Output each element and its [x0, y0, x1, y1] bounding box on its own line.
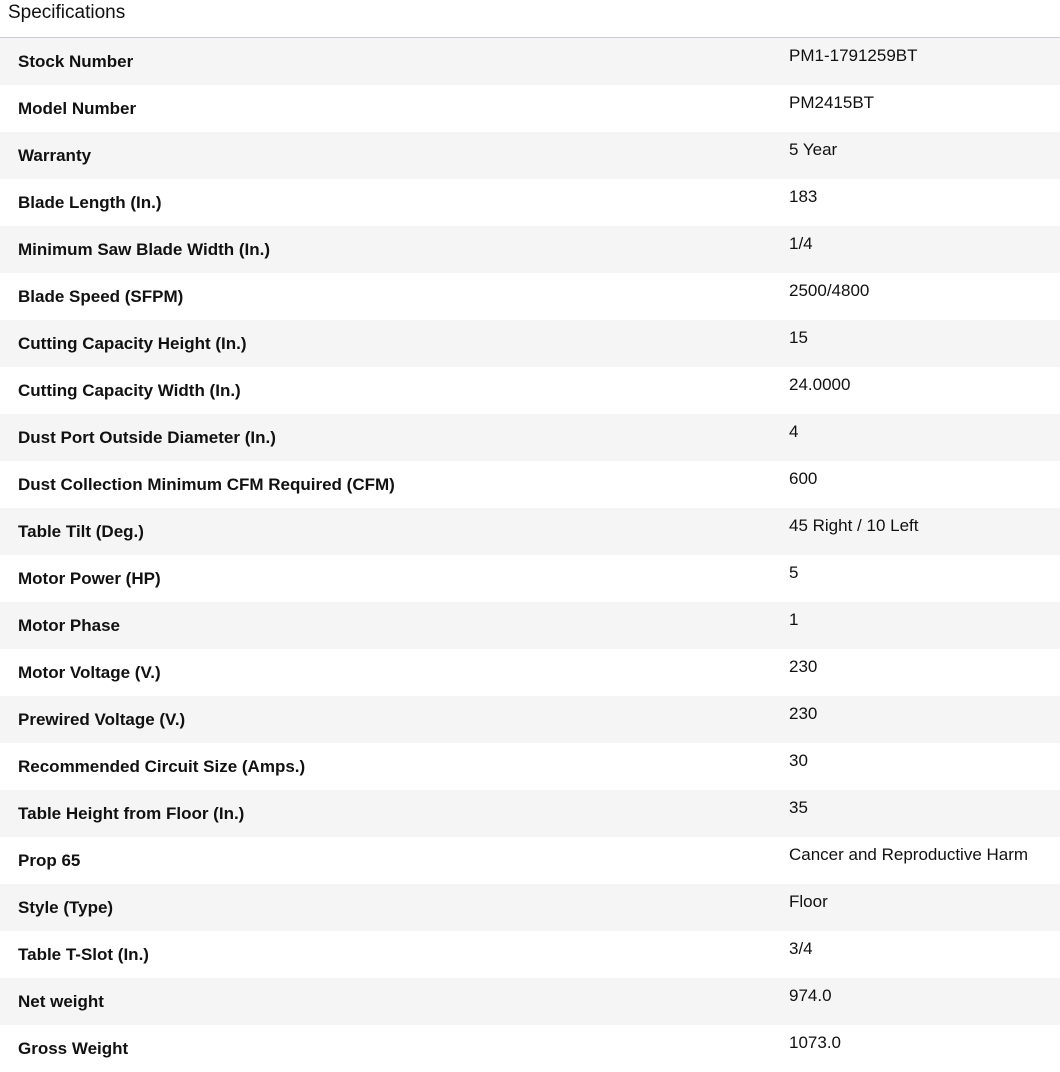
spec-value: 2500/4800	[789, 281, 870, 300]
spec-row	[0, 132, 1060, 179]
spec-value: 230	[789, 657, 818, 676]
spec-label: Prop 65	[18, 850, 81, 870]
spec-row	[0, 790, 1060, 837]
spec-row	[0, 931, 1060, 978]
spec-label: Model Number	[18, 98, 137, 118]
spec-row	[0, 555, 1060, 602]
spec-label: Net weight	[18, 991, 104, 1011]
spec-row	[0, 367, 1060, 414]
spec-label: Table Tilt (Deg.)	[18, 521, 144, 541]
spec-value: 35	[789, 798, 808, 817]
spec-label: Motor Power (HP)	[18, 568, 161, 588]
spec-row	[0, 273, 1060, 320]
spec-label: Table T-Slot (In.)	[18, 944, 149, 964]
spec-label: Warranty	[18, 145, 92, 165]
spec-row	[0, 1025, 1060, 1072]
spec-row	[0, 602, 1060, 649]
spec-value: 5 Year	[789, 140, 838, 159]
spec-label: Prewired Voltage (V.)	[18, 709, 186, 729]
spec-value: 230	[789, 704, 818, 723]
spec-label: Motor Voltage (V.)	[18, 662, 161, 682]
spec-value: 45 Right / 10 Left	[789, 516, 919, 535]
specifications-table	[0, 38, 1060, 1072]
spec-value: PM2415BT	[789, 93, 875, 112]
spec-label: Dust Port Outside Diameter (In.)	[18, 427, 276, 447]
spec-value: PM1-1791259BT	[789, 46, 918, 65]
section-title: Specifications	[8, 2, 126, 23]
spec-value: 1/4	[789, 234, 813, 253]
spec-row	[0, 508, 1060, 555]
spec-row	[0, 179, 1060, 226]
spec-value: 974.0	[789, 986, 832, 1005]
spec-row	[0, 320, 1060, 367]
spec-label: Table Height from Floor (In.)	[18, 803, 245, 823]
spec-row	[0, 38, 1060, 85]
specifications-header	[0, 0, 1060, 38]
spec-label: Blade Length (In.)	[18, 192, 162, 212]
spec-value: 1073.0	[789, 1033, 841, 1052]
spec-label: Minimum Saw Blade Width (In.)	[18, 239, 271, 259]
spec-row	[0, 85, 1060, 132]
spec-value: 1	[789, 610, 799, 629]
spec-row	[0, 743, 1060, 790]
spec-label: Gross Weight	[18, 1038, 129, 1058]
spec-value: 183	[789, 187, 818, 206]
spec-value: 30	[789, 751, 808, 770]
spec-label: Motor Phase	[18, 615, 121, 635]
spec-row	[0, 696, 1060, 743]
spec-row	[0, 884, 1060, 931]
spec-label: Cutting Capacity Height (In.)	[18, 333, 247, 353]
spec-value: 15	[789, 328, 808, 347]
spec-label: Blade Speed (SFPM)	[18, 286, 184, 306]
spec-label: Recommended Circuit Size (Amps.)	[18, 756, 306, 776]
spec-label: Cutting Capacity Width (In.)	[18, 380, 241, 400]
spec-row	[0, 414, 1060, 461]
spec-value: Cancer and Reproductive Harm	[789, 845, 1029, 864]
spec-label: Style (Type)	[18, 897, 114, 917]
spec-value: 24.0000	[789, 375, 851, 394]
spec-value: 4	[789, 422, 799, 441]
spec-row	[0, 837, 1060, 884]
spec-label: Dust Collection Minimum CFM Required (CFM)	[18, 474, 395, 494]
spec-value: 3/4	[789, 939, 813, 958]
spec-row	[0, 649, 1060, 696]
spec-value: 600	[789, 469, 818, 488]
spec-row	[0, 226, 1060, 273]
spec-label: Stock Number	[18, 51, 134, 71]
spec-row	[0, 978, 1060, 1025]
spec-value: Floor	[789, 892, 828, 911]
spec-row	[0, 461, 1060, 508]
specifications-table-body	[0, 38, 1060, 1072]
spec-value: 5	[789, 563, 799, 582]
